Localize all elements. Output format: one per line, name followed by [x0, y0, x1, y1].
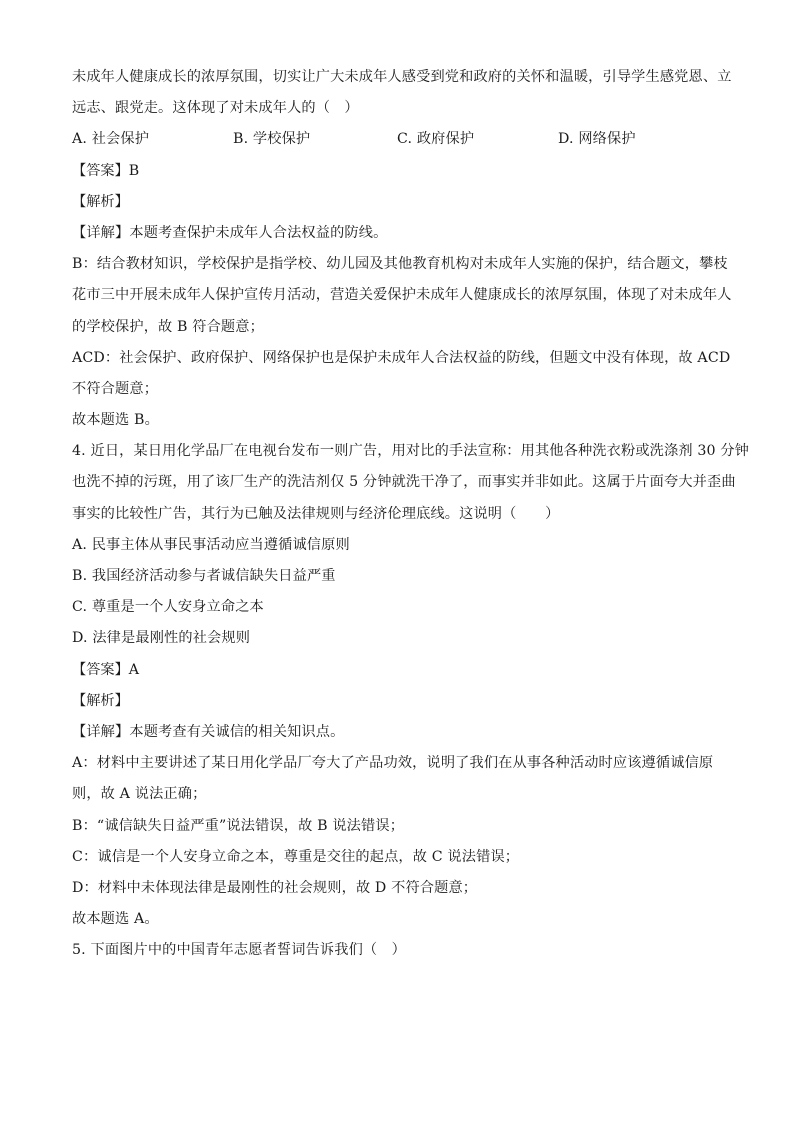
q3-explanation-line: B：结合教材知识，学校保护是指学校、幼儿园及其他教育机构对未成年人实施的保护，结合题文，攀枝: [72, 256, 728, 273]
q3-option-d: D. 网络保护: [558, 131, 636, 148]
q3-conclusion: 故本题选 B。: [72, 412, 159, 429]
q4-explanation-line: D：材料中未体现法律是最刚性的社会规则，故 D 不符合题意；: [72, 879, 478, 896]
q5-stem: 5. 下面图片中的中国青年志愿者誓词告诉我们（ ）: [72, 942, 406, 959]
q4-option-c: C. 尊重是一个人安身立命之本: [72, 599, 264, 616]
q4-explanation-line: A：材料中主要讲述了某日用化学品厂夸大了产品功效，说明了我们在从事各种活动时应该遵循诚信原: [72, 755, 714, 772]
q3-explanation-line: 的学校保护，故 B 符合题意；: [72, 318, 264, 335]
q4-option-b: B. 我国经济活动参与者诚信缺失日益严重: [72, 568, 336, 584]
document-page: [72, 62, 750, 966]
q3-option-a: A. 社会保护: [72, 131, 150, 148]
q3-answer: 【答案】B: [72, 162, 140, 179]
q3-detail: 【详解】本题考查保护未成年人合法权益的防线。: [72, 224, 388, 241]
q4-stem-line: 4. 近日，某日用化学品厂在电视台发布一则广告，用对比的手法宣称：用其他各种洗衣粉或洗涤剂 30 分钟: [72, 443, 750, 460]
q4-explanation-line: 则，故 A 说法正确；: [72, 786, 207, 803]
q4-stem-line: 事实的比较性广告，其行为已触及法律规则与经济伦理底线。这说明（ ）: [72, 505, 560, 522]
q3-explanation-line: 花市三中开展未成年人保护宣传月活动，营造关爱保护未成年人健康成长的浓厚氛围，体现了对未成年人: [72, 287, 732, 304]
q3-option-b: B. 学校保护: [233, 131, 311, 148]
q4-analysis-label: 【解析】: [72, 692, 129, 709]
q4-explanation-line: B：“诚信缺失日益严重”说法错误，故 B 说法错误；: [72, 817, 405, 834]
q4-explanation-line: C：诚信是一个人安身立命之本，尊重是交往的起点，故 C 说法错误；: [72, 848, 520, 865]
q3-stem-line: 远志、跟党走。这体现了对未成年人的（ ）: [72, 100, 359, 117]
q3-stem-line: 未成年人健康成长的浓厚氛围，切实让广大未成年人感受到党和政府的关怀和温暖，引导学生感党恩、立: [72, 69, 732, 85]
q3-explanation-line: ACD：社会保护、政府保护、网络保护也是保护未成年人合法权益的防线，但题文中没有体现，故 ACD: [72, 349, 731, 366]
q4-option-d: D. 法律是最刚性的社会规则: [72, 630, 251, 647]
q4-detail: 【详解】本题考查有关诚信的相关知识点。: [72, 723, 345, 740]
q3-option-c: C. 政府保护: [397, 131, 475, 148]
q4-answer: 【答案】A: [72, 661, 139, 678]
q4-stem-line: 也洗不掉的污斑，用了该厂生产的洗洁剂仅 5 分钟就洗干净了，而事实并非如此。这属于片面夸大并歪曲: [72, 474, 736, 491]
q3-options: [72, 124, 732, 155]
q3-analysis-label: 【解析】: [72, 193, 129, 210]
q3-explanation-line: 不符合题意；: [72, 380, 159, 397]
q4-conclusion: 故本题选 A。: [72, 911, 159, 928]
q4-option-a: A. 民事主体从事民事活动应当遵循诚信原则: [72, 536, 350, 553]
